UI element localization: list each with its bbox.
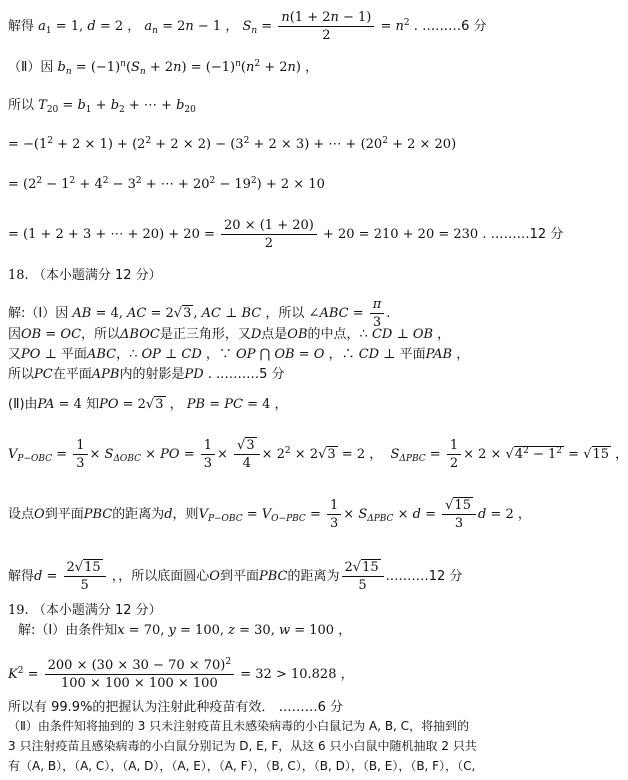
question-title: （本小题满分 12 分） [32,603,162,618]
text: 所以有 99.9%的把握认为注射此种疫苗有效． [8,700,275,715]
line-solution-a1-d: 解得 $a_1 = 1$, d = 2 ， $a_n = 2n - 1$ ， $S_n$ = $\frac{n(1 + 2n - 1)}{2}$ = $n^2$ . ………6 分 [8,10,487,43]
text: 所以 [8,367,35,382]
text: 解:（Ⅰ）因 [8,306,69,321]
score-mark: ………5 分 [220,367,285,382]
text: 解:（Ⅰ）由条件知 [18,623,118,638]
text: ， [116,347,130,362]
line-regroup: = ($2^2 - 1^2 + 4^2 - 3^2$ + ⋯ + $20^2 - 19^2) + 2 \times 10$ [8,176,325,192]
text: 所以 [8,98,35,113]
line-q19-part2-b: 3 只注射疫苗且感染病毒的小白鼠分别记为 D, E, F，从这 6 只小白鼠中随机抽取 2 只共 [8,739,477,753]
text: 解得 [8,569,35,584]
question-18-heading [8,268,162,284]
line-q18-volume: $V_{P-OBC}$ = $\frac{1}{3}$ × $S_{\Delta OBC}$ × PO = $\frac{1}{3}$ × $\frac{√3}{4}$ × $2^2 \times 2√3 = 2$ ， $S_{\Delta PBC}$ = $\frac{1}{2}$ × $2 \times √4^2 - 1^2 = √15$ ， [8,438,628,471]
line-q19-k2: $K^2$ = $\frac{200 \times (30 \times 30 - 70 \times 70)^2}{100 \times 100 \times 100 \times 100}$ = 32 > 10.828 ， [8,657,354,691]
text: 到平面 [219,569,259,584]
text: 是正三角形，又 [159,327,251,342]
line-q18-projection: 所以PC在平面APB内的射影是PD . .………5 分 [8,367,285,382]
text: ，所以 [81,327,121,342]
line-q19-conclusion [8,700,343,716]
line-q19-part2-a: （Ⅱ）由条件知将抽到的 3 只未注射疫苗且未感染病毒的小白鼠记为 A, B, C，将抽到的 [8,719,470,733]
text: 又 [8,347,22,362]
question-title: （本小题满分 12 分） [32,268,162,283]
line-q18-perpendicular: 又PO ⊥ 平面ABC，∴ OP ⊥ CD ，∵ OP ⋂ OB = O ，∴ CD ⊥ 平面PAB ， [8,347,470,362]
line-q18-part1: 解:（Ⅰ）因 AB = 4, AC = 2√3 , AC ⊥ BC ，所以 ∠ABC = $\frac{\pi}{3}$ . [8,297,391,330]
text: 知 [86,397,100,412]
text: 内的射影是 [119,367,185,382]
text: ，则 [172,507,199,522]
text: （Ⅱ）因 [8,60,54,75]
text: 因 [8,327,22,342]
question-19-heading [8,603,162,619]
line-q18-part2: (Ⅱ)由PA = 4 知PO = 2√3 ， PB = PC = 4 ， [8,397,288,412]
text: 的中点， [307,327,360,342]
text: 到平面 [44,507,84,522]
score-mark: ………6 分 [422,19,487,34]
text: ，所以底面圆心 [118,569,210,584]
question-number: 19. [8,603,29,618]
text: 在平面 [52,367,92,382]
text: 点是 [261,327,288,342]
score-mark: ………12 分 [389,569,463,584]
text: 的距离为 [112,507,165,522]
line-q18-triangle: 因OB = OC，所以ΔBOC是正三角形，又D点是OB的中点，∴ CD ⊥ OB ， [8,327,451,342]
text: 的距离为 [287,569,340,584]
line-q18-distance: 设点O到平面PBC的距离为d，则$V_{P-OBC} = V_{O-PBC}$ = $\frac{1}{3}$ × $S_{\Delta PBC} \times d$ = $\frac{√15}{3}$ d = 2 ， [8,498,531,531]
text: 设点 [8,507,35,522]
score-mark: ………12 分 [490,227,564,242]
question-number: 18. [8,268,29,283]
line-expand-sum: = $-(1^2 + 2 \times 1) + (2^2 + 2 \times 2) - (3^2 + 2 \times 3)$ + ⋯ + $(20^2 + 2 \times 20)$ [8,136,457,152]
line-t20: 所以 $T_{20} = b_1 + b_2$ + ⋯ + $b_{20}$ [8,98,196,115]
line-q19-part1: 解:（Ⅰ）由条件知x = 70, y = 100, z = 30, w = 100 ， [18,623,352,638]
text: 解得 [8,19,35,34]
score-mark: ………6 分 [278,700,343,715]
text: ，所以 [265,306,305,321]
text: 平面 [399,347,426,362]
line-part2-bn: （Ⅱ）因 $b_n = (-1)^n(S_n + 2n) = (-1)^n(n^2 + 2n)$ ， [8,59,319,77]
text: 平面 [60,347,87,362]
line-q19-part2-c: 有（A, B），（A, C），（A, D），（A, E），（A, F），（B, C），（B, D），（B, E），（B, F），（C, [8,759,476,773]
line-q18-answer: 解得d = $\frac{2√15}{5}$ ，，所以底面圆心O到平面PBC的距离为 $\frac{2√15}{5}$ .………12 分 [8,560,463,593]
line-result-230: = (1 + 2 + 3 + ⋯ + 20) + 20 = $\frac{20 \times (1 + 20)}{2}$ + 20 = 210 + 20 = 230 . ………12 分 [8,218,564,251]
text: (Ⅱ)由 [8,397,38,412]
